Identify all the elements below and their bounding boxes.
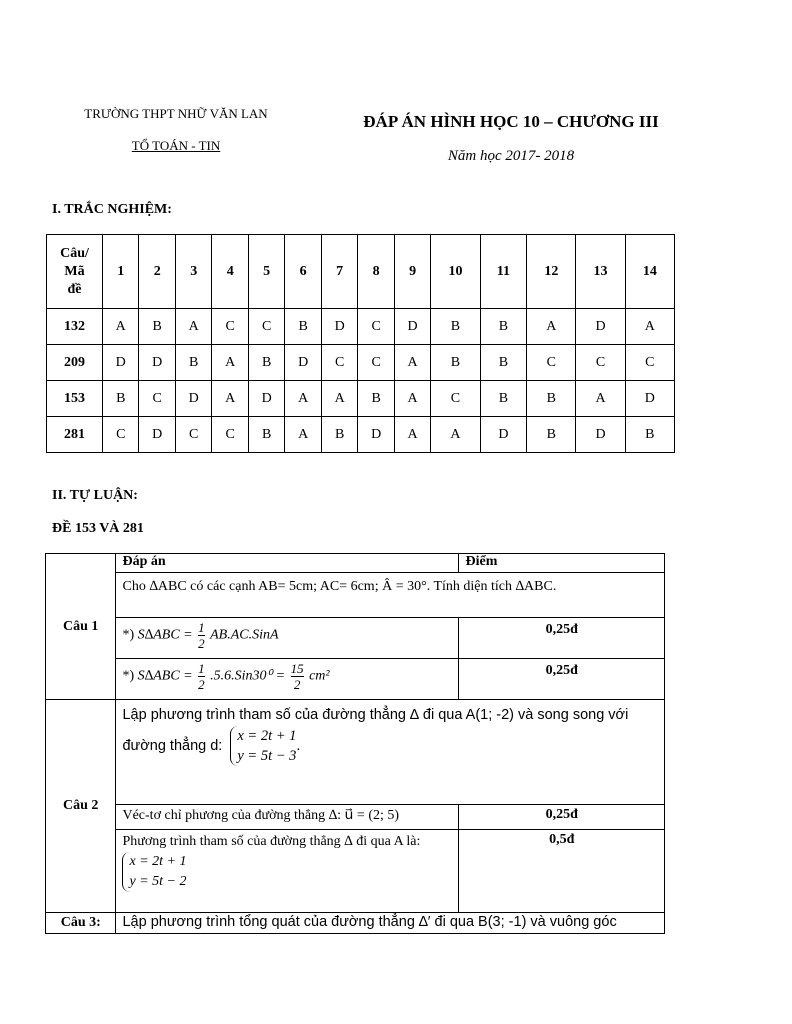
q1-prompt-row: [46, 573, 665, 618]
question-number: 13: [576, 235, 625, 309]
question-number: 12: [527, 235, 576, 309]
q2-line-d-system: [230, 726, 296, 766]
q2-prompt-row: [46, 700, 665, 805]
q1-step1-den: 2: [198, 636, 205, 651]
q1-step1-rhs: AB.AC.SinA: [210, 627, 279, 643]
q1-step2-den: 2: [198, 677, 205, 692]
answer-cell: C: [576, 345, 625, 381]
answer-cell: B: [431, 309, 480, 345]
answer-cell: A: [285, 417, 321, 453]
answer-cell: A: [103, 309, 139, 345]
doc-title: ĐÁP ÁN HÌNH HỌC 10 – CHƯƠNG III: [363, 112, 659, 131]
answer-cell: C: [358, 309, 394, 345]
q2-step1-row: [46, 805, 665, 830]
q2-sys-line1: x = 2t + 1: [237, 728, 297, 744]
answer-cell: C: [175, 417, 211, 453]
answer-cell: A: [431, 417, 480, 453]
answer-cell: D: [175, 381, 211, 417]
q2-step2-line2: y = 5t − 2: [129, 874, 187, 889]
question-number: 3: [175, 235, 211, 309]
essay-answer-table: [45, 553, 665, 934]
answer-cell: B: [480, 345, 527, 381]
q2-step2: [116, 830, 459, 913]
q3-label: Câu 3:: [46, 913, 116, 934]
q2-step2-line1: x = 2t + 1: [129, 854, 187, 869]
answer-cell: A: [394, 417, 430, 453]
q1-step1-lhs: S∆ABC =: [137, 627, 193, 643]
answer-cell: D: [321, 309, 357, 345]
corner-cell: [47, 235, 103, 309]
essay-header-row: [46, 554, 665, 573]
answer-cell: A: [212, 345, 248, 381]
question-number: 4: [212, 235, 248, 309]
q1-step1: [116, 618, 459, 659]
answer-cell: B: [285, 309, 321, 345]
answer-cell: D: [394, 309, 430, 345]
question-number: 7: [321, 235, 357, 309]
question-number: 10: [431, 235, 480, 309]
answer-cell: D: [480, 417, 527, 453]
answer-key-row: [47, 309, 675, 345]
answer-cell: B: [248, 345, 284, 381]
section-multiple-choice-heading: I. TRẮC NGHIỆM:: [52, 202, 172, 217]
answer-cell: B: [480, 309, 527, 345]
answer-cell: C: [321, 345, 357, 381]
col-answer-header: Đáp án: [116, 554, 459, 573]
corner-line: Câu/: [60, 245, 89, 261]
answer-key-row: [47, 417, 675, 453]
answer-cell: D: [576, 417, 625, 453]
answer-cell: A: [576, 381, 625, 417]
answer-key-header-row: [47, 235, 675, 309]
q1-step2-fraction2: [291, 661, 304, 692]
q1-step2-num: 1: [198, 661, 205, 676]
answer-cell: A: [625, 309, 674, 345]
answer-cell: C: [212, 309, 248, 345]
q3-row: [46, 913, 665, 934]
answer-cell: C: [139, 381, 175, 417]
answer-cell: D: [285, 345, 321, 381]
q1-step2-num2: 15: [290, 661, 304, 676]
question-number: 14: [625, 235, 674, 309]
q2-step2-system: [122, 852, 186, 892]
answer-cell: D: [103, 345, 139, 381]
exam-code: 153: [47, 381, 103, 417]
col-points-header: Điểm: [459, 554, 665, 573]
q1-label: Câu 1: [46, 554, 116, 700]
answer-cell: A: [394, 381, 430, 417]
q2-step2-points: 0,5đ: [459, 830, 665, 913]
q3-prompt: Lập phương trình tổng quát của đường thẳng ∆′ đi qua B(3; -1) và vuông góc: [116, 913, 665, 934]
q1-step2-row: [46, 659, 665, 700]
answer-cell: A: [212, 381, 248, 417]
school-name: TRƯỜNG THPT NHỮ VĂN LAN: [84, 106, 268, 121]
q1-step2-unit: cm²: [309, 668, 330, 684]
answer-cell: A: [285, 381, 321, 417]
answer-cell: A: [321, 381, 357, 417]
q2-step1: Véc-tơ chỉ phương của đường thẳng ∆: u⃗ = (2; 5): [116, 805, 459, 830]
exam-code: 209: [47, 345, 103, 381]
answer-cell: C: [103, 417, 139, 453]
answer-cell: A: [527, 309, 576, 345]
answer-cell: B: [527, 381, 576, 417]
q1-step2-lhs: S∆ABC =: [137, 668, 193, 684]
answer-cell: D: [139, 345, 175, 381]
question-number: 8: [358, 235, 394, 309]
q1-step2-den2: 2: [293, 677, 301, 692]
q2-step2-row: [46, 830, 665, 913]
q2-step1-points: 0,25đ: [459, 805, 665, 830]
q1-step2-prefix: *): [122, 668, 135, 684]
q2-sys-line2: y = 5t − 3: [237, 748, 297, 764]
q1-step1-num: 1: [198, 620, 205, 635]
section-essay-heading: II. TỰ LUẬN:: [52, 488, 138, 503]
question-number: 9: [394, 235, 430, 309]
corner-line: Mã: [64, 263, 85, 279]
q1-step2-fraction: [198, 661, 205, 692]
q1-step2-points: 0,25đ: [459, 659, 665, 700]
department-name: [60, 138, 292, 154]
corner-line: đề: [67, 281, 82, 297]
question-number: 5: [248, 235, 284, 309]
answer-cell: C: [212, 417, 248, 453]
q2-prompt: Lập phương trình tham số của đường thẳng ∆ đi qua A(1; -2) và song song với đường thẳng d: x = 2t + 1 y = 5t − 3 .: [116, 700, 665, 805]
q1-step1-row: [46, 618, 665, 659]
answer-cell: C: [625, 345, 674, 381]
exam-code: 281: [47, 417, 103, 453]
answer-cell: B: [625, 417, 674, 453]
department-text: TỔ TOÁN - TIN: [131, 138, 221, 153]
q1-step2-mid: .5.6.Sin30⁰ =: [210, 668, 286, 684]
q1-step2: [116, 659, 459, 700]
answer-cell: B: [527, 417, 576, 453]
answer-cell: B: [431, 345, 480, 381]
q2-step2-text: Phương trình tham số của đường thẳng ∆ đi qua A là:: [122, 834, 421, 849]
answer-key-row: [47, 345, 675, 381]
answer-cell: D: [625, 381, 674, 417]
answer-cell: D: [139, 417, 175, 453]
essay-subheading: ĐỀ 153 VÀ 281: [52, 521, 144, 536]
answer-cell: A: [175, 309, 211, 345]
answer-cell: B: [139, 309, 175, 345]
question-number: 1: [103, 235, 139, 309]
answer-key-row: [47, 381, 675, 417]
q1-step1-prefix: *): [122, 627, 135, 643]
answer-cell: C: [358, 345, 394, 381]
q1-prompt: Cho ∆ABC có các cạnh AB= 5cm; AC= 6cm; Â = 30°. Tính diện tích ∆ABC.: [116, 573, 665, 618]
question-number: 11: [480, 235, 527, 309]
q1-step1-points: 0,25đ: [459, 618, 665, 659]
q2-prompt-text: Lập phương trình tham số của đường thẳng ∆ đi qua A(1; -2) và song song với đường thẳng d:: [122, 707, 629, 754]
question-number: 2: [139, 235, 175, 309]
answer-key-table: [46, 234, 675, 453]
answer-cell: B: [103, 381, 139, 417]
answer-cell: B: [480, 381, 527, 417]
q1-step1-fraction: [198, 620, 205, 651]
answer-cell: B: [175, 345, 211, 381]
school-year: Năm học 2017- 2018: [447, 148, 575, 164]
answer-cell: D: [248, 381, 284, 417]
answer-cell: C: [527, 345, 576, 381]
exam-code: 132: [47, 309, 103, 345]
answer-cell: B: [321, 417, 357, 453]
answer-cell: D: [576, 309, 625, 345]
question-number: 6: [285, 235, 321, 309]
answer-cell: C: [431, 381, 480, 417]
answer-cell: D: [358, 417, 394, 453]
answer-cell: B: [358, 381, 394, 417]
q2-label: Câu 2: [46, 700, 116, 913]
answer-cell: C: [248, 309, 284, 345]
answer-cell: A: [394, 345, 430, 381]
answer-cell: B: [248, 417, 284, 453]
